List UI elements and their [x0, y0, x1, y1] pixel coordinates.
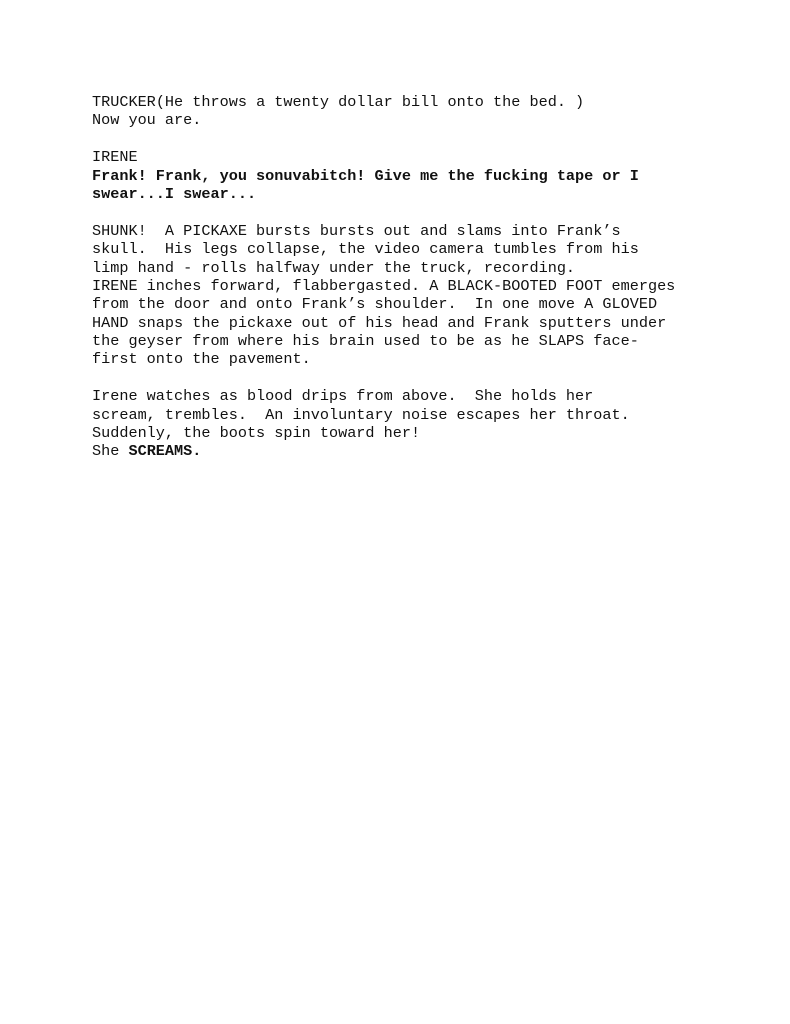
- action-text: She: [92, 442, 129, 461]
- block-spacer: [92, 369, 732, 387]
- action-line: Irene watches as blood drips from above. She holds her: [92, 387, 594, 406]
- action-line: Suddenly, the boots spin toward her!: [92, 424, 421, 443]
- block-spacer: [92, 130, 732, 148]
- action-line: skull. His legs collapse, the video camera tumbles from his: [92, 240, 639, 259]
- action-line: SHUNK! A PICKAXE bursts bursts out and slams into Frank’s: [92, 221, 621, 240]
- block-spacer: [92, 203, 732, 221]
- character-name-trucker: TRUCKER: [92, 93, 156, 111]
- action-paragraph-2: [92, 387, 732, 461]
- action-line: scream, trembles. An involuntary noise escapes her throat.: [92, 405, 630, 424]
- irene-dialogue-line-1: Frank! Frank, you sonuvabitch! Give me the fucking tape or I: [92, 166, 639, 185]
- action-line-final: [92, 442, 732, 460]
- action-line: the geyser from where his brain used to be as he SLAPS face-: [92, 332, 639, 351]
- action-line: HAND snaps the pickaxe out of his head and Frank sputters under: [92, 313, 667, 332]
- action-line: from the door and onto Frank’s shoulder. In one move A GLOVED: [92, 295, 658, 314]
- trucker-line: [92, 93, 732, 111]
- character-name-irene: IRENE: [92, 148, 138, 167]
- action-line: limp hand - rolls halfway under the truck, recording.: [92, 258, 576, 277]
- action-line: IRENE inches forward, flabbergasted. A BLACK-BOOTED FOOT emerges: [92, 276, 676, 295]
- action-line: first onto the pavement.: [92, 350, 311, 369]
- irene-dialogue-line-2: swear...I swear...: [92, 184, 257, 203]
- trucker-parenthetical: (He throws a twenty dollar bill onto the bed. ): [155, 93, 585, 111]
- emphasis-text: SCREAMS.: [128, 442, 202, 461]
- screenplay-content: [92, 93, 732, 461]
- trucker-dialogue: Now you are.: [92, 111, 202, 130]
- action-paragraph-1: [92, 222, 732, 369]
